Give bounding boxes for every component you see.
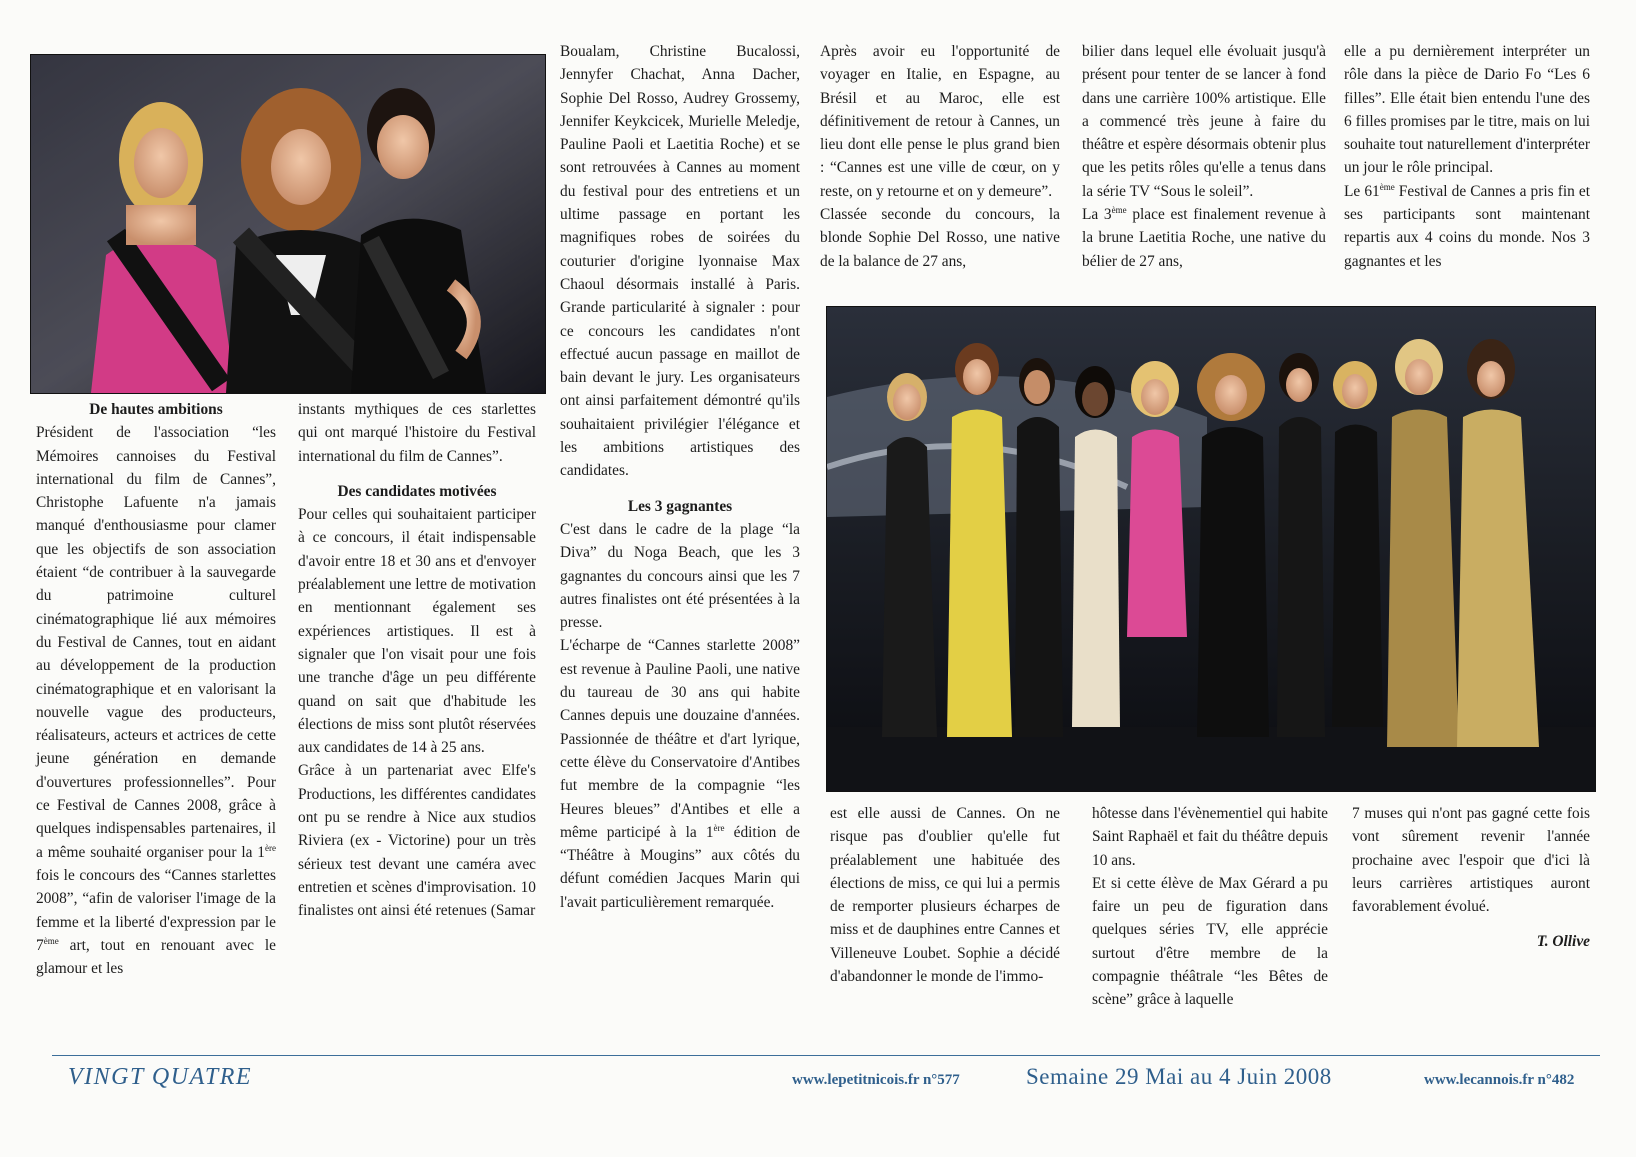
paragraph: Grâce à un partenariat avec Elfe's Productions, les différentes candidates ont pu se rendre à Nice aux studios Riviera (ex - Victorine) pour un très sérieux test devant une caméra avec entretien et scènes d'improvisation. 10 finalistes ont ainsi été retenues (Samar: [298, 762, 536, 920]
article-column-6-top: [1344, 40, 1590, 273]
paragraph: Le 61ème Festival de Cannes a pris fin et ses participants sont maintenant repartis aux 4 coins du monde. Nos 3 gagnantes et les: [1344, 181, 1590, 270]
publication-url-lecannois: www.lecannois.fr n°482: [1424, 1072, 1575, 1088]
winners-photo: [30, 54, 546, 394]
paragraph: L'écharpe de “Cannes starlette 2008” est revenue à Pauline Paoli, une native du taureau de 30 ans qui habite Cannes depuis une douzaine d'années. Passionnée de théâtre et d'art lyrique, cette élève du Conservatoire d'Antibes fut membre de la compagnie “les Heures bleues” d'Antibes et elle a même participé à la 1ère édition de “Théâtre à Mougins” aux côtés du défunt comédien Jacques Marin qui l'avait particulièrement remarquée.: [560, 637, 801, 911]
article-column-4-top: [820, 40, 1060, 273]
footer-rule: [52, 1055, 1600, 1056]
paragraph: est elle aussi de Cannes. On ne risque pas d'oublier qu'elle fut préalablement une habituée des élections de miss, ce qui lui a permis de remporter plusieurs écharpes de miss et de dauphines entre Cannes et Villeneuve Loubet. Sophie a décidé d'abandonner le monde de l'immo-: [830, 805, 1060, 986]
paragraph: elle a pu dernièrement interpréter un rôle dans la pièce de Dario Fo “Les 6 filles”. Elle était bien entendu l'une des 6 filles promises par le titre, mais on lui souhaite tout naturellement d'interpréter un jour le rôle principal.: [1344, 43, 1590, 177]
paragraph: bilier dans lequel elle évoluait jusqu'à présent pour tenter de se lancer à fond dans une carrière 100% artistique. Elle a commencé très jeune à faire du théâtre et espère désormais obtenir plus que les petits rôles qu'elle a tenus dans la série TV “Sous le soleil”.: [1082, 43, 1326, 200]
page-number-label: VINGT QUATRE: [68, 1064, 253, 1090]
article-column-6-bottom: [1352, 802, 1590, 954]
paragraph: La 3ème place est finalement revenue à la brune Laetitia Roche, une native du bélier de 27 ans,: [1082, 204, 1326, 270]
article-column-3: [560, 40, 800, 914]
finalists-group-photo: [826, 306, 1596, 792]
publication-url-petitnicois: www.lepetitnicois.fr n°577: [792, 1072, 960, 1088]
article-column-5-bottom: [1092, 802, 1328, 1012]
paragraph: Pour celles qui souhaitaient participer à ce concours, il était indispensable d'avoir entre 18 et 30 ans et d'envoyer préalablement une lettre de motivation en mentionnant également ses expériences artistiques. Il est à signaler que l'on visait pour une fois une tranche d'âge un peu différente quand on sait que d'habitude les élections de miss sont plutôt réservées aux candidates de 14 à 25 ans.: [298, 506, 536, 757]
article-column-1: [36, 398, 276, 980]
paragraph: 7 muses qui n'ont pas gagné cette fois vont sûrement revenir l'année prochaine avec l'espoir que d'ici là leurs carrières artistiques auront favorablement évolué.: [1352, 805, 1590, 916]
paragraph: instants mythiques de ces starlettes qui ont marqué l'histoire du Festival international du film de Cannes”.: [298, 401, 536, 465]
paragraph: Classée seconde du concours, la blonde Sophie Del Rosso, une native de la balance de 27 ans,: [820, 206, 1060, 270]
paragraph: Après avoir eu l'opportunité de voyager en Italie, en Espagne, au Brésil et au Maroc, elle est définitivement de retour à Cannes, un lieu dont elle pense le plus grand bien : “Cannes est une ville de cœur, on y reste, on y retourne et on y demeure”.: [820, 43, 1060, 200]
article-column-5-top: [1082, 40, 1326, 273]
section-heading-ambitions: De hautes ambitions: [89, 401, 223, 418]
paragraph: Et si cette élève de Max Gérard a pu faire un peu de figuration dans quelques séries TV, elle apprécie surtout d'être membre de la compagnie théâtrale “les Bêtes de scène” grâce à laquelle: [1092, 874, 1328, 1009]
paragraph: Président de l'association “les Mémoires cannoises du Festival international du film de Cannes”, Christophe Lafuente n'a jamais manqué d'enthousiasme pour clamer que les objectifs de son association étaient “de contribuer à la sauvegarde du patrimoine culturel cinématographique lié aux mémoires du Festival de Cannes, tout en aidant au développement de la production cinématographique et en valorisant la nouvelle vague des producteurs, réalisateurs, acteurs et actrices de cette jeune génération en demande d'ouvertures professionnelles”. Pour ce Festival de Cannes 2008, grâce à quelques indispensables partenaires, il a même souhaité organiser pour la 1ère fois le concours des “Cannes starlettes 2008”, “afin de valoriser l'image de la femme et la liberté d'expression par le 7ème art, tout en renouant avec le glamour et les: [36, 424, 276, 978]
paragraph: hôtesse dans l'évènementiel qui habite Saint Raphaël et fait du théâtre depuis 10 ans.: [1092, 805, 1328, 869]
paragraph: C'est dans le cadre de la plage “la Diva” du Noga Beach, que les 3 gagnantes du concours ainsi que les 7 autres finalistes ont été présentées à la presse.: [560, 520, 800, 632]
article-column-2: [298, 398, 536, 923]
paragraph: Boualam, Christine Bucalossi, Jennyfer Chachat, Anna Dacher, Sophie Del Rosso, Audrey Grossemy, Jennifer Keykcicek, Murielle Meledje, Pauline Paoli et Laetitia Roche) et se sont retrouvées à Cannes au moment du festival pour des entretiens et un ultime passage en portant les magnifiques robes de soirées du couturier d'origine lyonnaise Max Chaoul désormais installé à Paris. Grande particularité à signaler : pour ce concours les candidates n'ont effectué aucun passage en maillot de bain devant le jury. Les organisateurs ont ainsi parfaitement démontré qu'ils souhaitaient privilégier l'élégance et les ambitions artistiques des candidates.: [560, 43, 800, 480]
issue-week: Semaine 29 Mai au 4 Juin 2008: [1026, 1064, 1332, 1089]
author-byline: T. Ollive: [1536, 933, 1590, 951]
article-column-4-bottom: [830, 802, 1060, 988]
section-heading-winners: Les 3 gagnantes: [627, 497, 733, 515]
section-heading-candidates: Des candidates motivées: [337, 482, 497, 500]
